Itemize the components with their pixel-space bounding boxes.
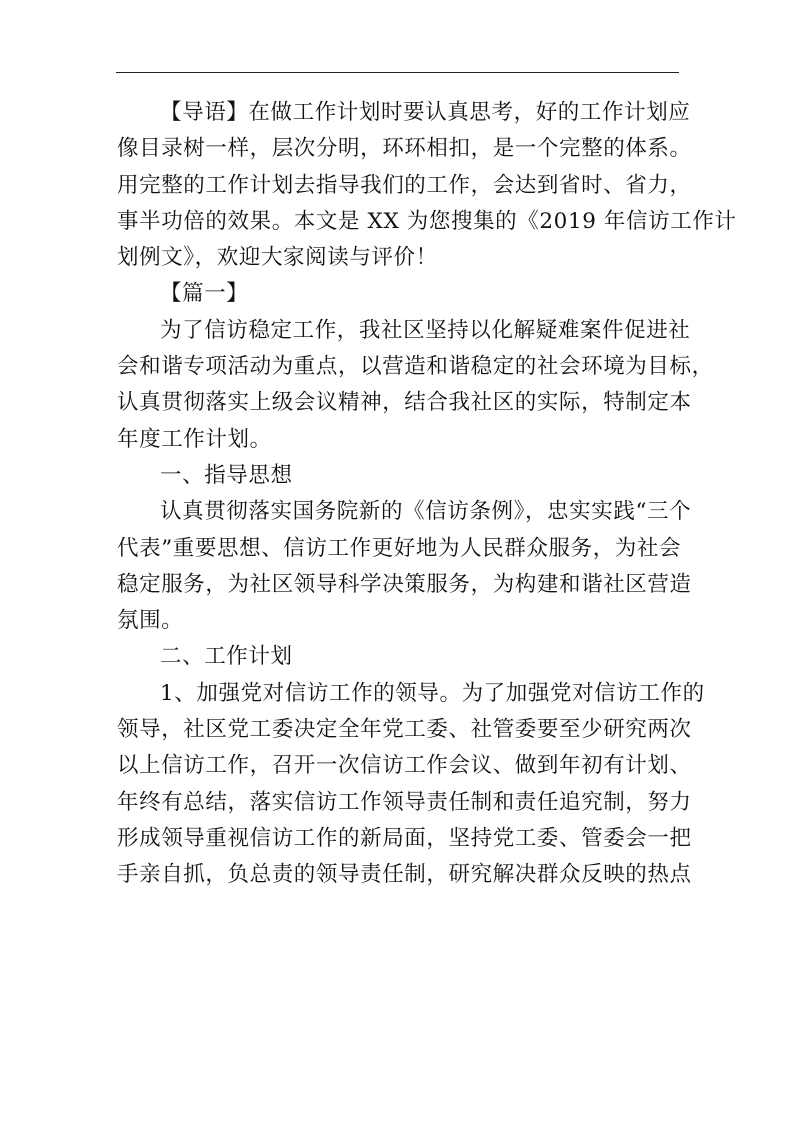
text-line: 氛围。 bbox=[117, 608, 184, 634]
text-line: 像目录树一样，层次分明，环环相扣，是一个完整的体系。 bbox=[117, 136, 692, 162]
text-line: 认真贯彻落实上级会议精神，结合我社区的实际，特制定本 bbox=[117, 390, 692, 416]
section-heading: 一、指导思想 bbox=[160, 462, 293, 488]
text-line: 【导语】在做工作计划时要认真思考，好的工作计划应 bbox=[160, 100, 691, 125]
section-heading: 二、工作计划 bbox=[160, 644, 293, 670]
text-line: 事半功倍的效果。本文是 XX 为您搜集的《2019 年信访工作计 bbox=[117, 208, 737, 234]
text-line: 领导，社区党工委决定全年党工委、社管委要至少研究两次 bbox=[117, 717, 692, 743]
section-heading: 【篇一】 bbox=[160, 281, 249, 307]
text-line: 会和谐专项活动为重点，以营造和谐稳定的社会环境为目标， bbox=[117, 354, 714, 380]
text-line: 代表”重要思想、信访工作更好地为人民群众服务，为社会 bbox=[117, 535, 682, 561]
text-line: 为了信访稳定工作，我社区坚持以化解疑难案件促进社 bbox=[160, 317, 691, 343]
text-line: 认真贯彻落实国务院新的《信访条例》，忠实实践“三个 bbox=[160, 499, 692, 525]
text-line: 划例文》，欢迎大家阅读与评价！ bbox=[117, 245, 438, 271]
text-line: 稳定服务，为社区领导科学决策服务，为构建和谐社区营造 bbox=[117, 571, 692, 597]
document-body bbox=[117, 95, 737, 894]
text-line: 年度工作计划。 bbox=[117, 426, 272, 452]
text-line: 1、加强党对信访工作的领导。为了加强党对信访工作的 bbox=[160, 680, 705, 706]
text-line: 手亲自抓，负总责的领导责任制，研究解决群众反映的热点 bbox=[117, 862, 692, 888]
text-line: 年终有总结，落实信访工作领导责任制和责任追究制，努力 bbox=[117, 789, 692, 815]
text-line: 用完整的工作计划去指导我们的工作，会达到省时、省力， bbox=[117, 172, 692, 198]
text-line: 以上信访工作，召开一次信访工作会议、做到年初有计划、 bbox=[117, 753, 692, 779]
text-line: 形成领导重视信访工作的新局面，坚持党工委、管委会一把 bbox=[117, 825, 692, 851]
header-rule bbox=[116, 72, 679, 73]
